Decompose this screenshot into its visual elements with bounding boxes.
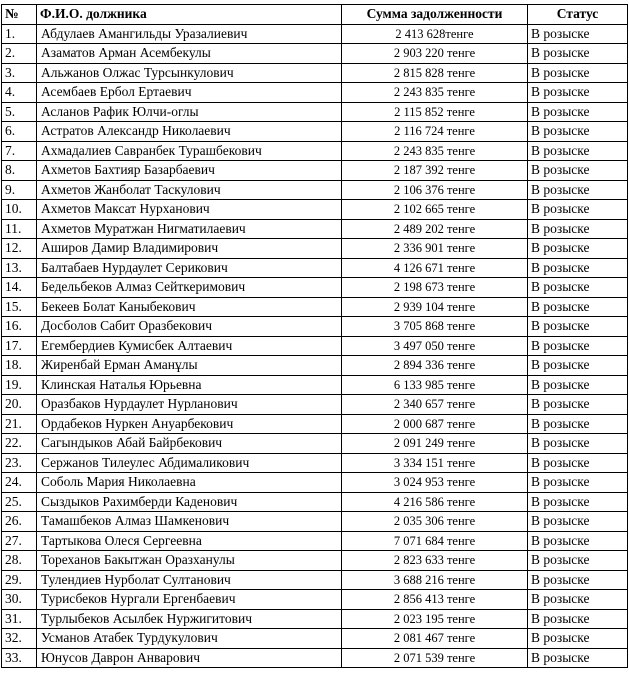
status-cell: В розыске [528, 512, 628, 532]
row-number: 19. [2, 375, 37, 395]
debt-amount: 3 024 953 тенге [342, 473, 528, 493]
debtor-name: Тамашбеков Алмаз Шамкенович [37, 512, 342, 532]
debt-amount: 2 939 104 тенге [342, 297, 528, 317]
debt-amount: 2 823 633 тенге [342, 551, 528, 571]
table-row [2, 180, 628, 200]
debtor-name: Сержанов Тилеулес Абдималикович [37, 453, 342, 473]
status-cell: В розыске [528, 24, 628, 44]
debtor-name: Егембердиев Кумисбек Алтаевич [37, 336, 342, 356]
debt-amount: 7 071 684 тенге [342, 531, 528, 551]
row-number: 27. [2, 531, 37, 551]
row-number: 24. [2, 473, 37, 493]
table-row [2, 629, 628, 649]
table-row [2, 356, 628, 376]
debtor-name: Балтабаев Нурдаулет Серикович [37, 258, 342, 278]
debtor-name: Ахметов Жанболат Таскулович [37, 180, 342, 200]
row-number: 29. [2, 570, 37, 590]
table-row [2, 297, 628, 317]
debt-amount: 3 334 151 тенге [342, 453, 528, 473]
row-number: 20. [2, 395, 37, 415]
debtor-name: Жиренбай Ерман Аманұлы [37, 356, 342, 376]
status-cell: В розыске [528, 161, 628, 181]
table-row [2, 434, 628, 454]
debt-amount: 2 336 901 тенге [342, 239, 528, 259]
row-number: 26. [2, 512, 37, 532]
debt-amount: 2 000 687 тенге [342, 414, 528, 434]
table-row [2, 44, 628, 64]
table-body [2, 24, 628, 668]
table-row [2, 453, 628, 473]
debtor-name: Турисбеков Нургали Ергенбаевич [37, 590, 342, 610]
debt-amount: 2 340 657 тенге [342, 395, 528, 415]
status-cell: В розыске [528, 102, 628, 122]
status-cell: В розыске [528, 278, 628, 298]
debt-amount: 6 133 985 тенге [342, 375, 528, 395]
row-number: 10. [2, 200, 37, 220]
debt-amount: 2 489 202 тенге [342, 219, 528, 239]
debt-amount: 2 815 828 тенге [342, 63, 528, 83]
debtor-name: Абдулаев Амангильды Уразалиевич [37, 24, 342, 44]
status-cell: В розыске [528, 356, 628, 376]
row-number: 16. [2, 317, 37, 337]
status-cell: В розыске [528, 122, 628, 142]
row-number: 22. [2, 434, 37, 454]
status-cell: В розыске [528, 551, 628, 571]
debt-amount: 2 023 195 тенге [342, 609, 528, 629]
debt-amount: 2 894 336 тенге [342, 356, 528, 376]
table-row [2, 24, 628, 44]
debtor-name: Оразбаков Нурдаулет Нурланович [37, 395, 342, 415]
debtor-name: Альжанов Олжас Турсынкулович [37, 63, 342, 83]
table-row [2, 473, 628, 493]
debtor-table [1, 4, 628, 668]
table-row [2, 200, 628, 220]
row-number: 33. [2, 648, 37, 668]
status-cell: В розыске [528, 492, 628, 512]
table-row [2, 258, 628, 278]
debtor-name: Ахмадалиев Савранбек Турашбекович [37, 141, 342, 161]
table-row [2, 239, 628, 259]
header-row [2, 5, 628, 25]
debtor-name: Усманов Атабек Турдукулович [37, 629, 342, 649]
status-cell: В розыске [528, 375, 628, 395]
row-number: 14. [2, 278, 37, 298]
row-number: 8. [2, 161, 37, 181]
status-cell: В розыске [528, 44, 628, 64]
table-row [2, 141, 628, 161]
table-row [2, 551, 628, 571]
status-cell: В розыске [528, 434, 628, 454]
debt-amount: 2 106 376 тенге [342, 180, 528, 200]
debt-amount: 2 091 249 тенге [342, 434, 528, 454]
debt-amount: 2 856 413 тенге [342, 590, 528, 610]
row-number: 13. [2, 258, 37, 278]
debtor-name: Асланов Рафик Юлчи-оглы [37, 102, 342, 122]
debtor-name: Ахметов Максат Нурханович [37, 200, 342, 220]
status-cell: В розыске [528, 590, 628, 610]
status-cell: В розыске [528, 414, 628, 434]
debtor-name: Асембаев Ербол Ертаевич [37, 83, 342, 103]
debt-amount: 2 413 628тенге [342, 24, 528, 44]
row-number: 4. [2, 83, 37, 103]
debt-amount: 2 071 539 тенге [342, 648, 528, 668]
table-row [2, 648, 628, 668]
status-cell: В розыске [528, 219, 628, 239]
debt-amount: 4 126 671 тенге [342, 258, 528, 278]
row-number: 1. [2, 24, 37, 44]
table-row [2, 63, 628, 83]
table-row [2, 395, 628, 415]
debtor-name: Аширов Дамир Владимирович [37, 239, 342, 259]
row-number: 17. [2, 336, 37, 356]
table-row [2, 161, 628, 181]
debtor-name: Астратов Александр Николаевич [37, 122, 342, 142]
table-row [2, 590, 628, 610]
debtor-name: Бедельбеков Алмаз Сейткеримович [37, 278, 342, 298]
status-cell: В розыске [528, 395, 628, 415]
debt-amount: 2 243 835 тенге [342, 141, 528, 161]
debt-amount: 2 116 724 тенге [342, 122, 528, 142]
table-header [2, 5, 628, 25]
debtor-name: Бекеев Болат Каныбекович [37, 297, 342, 317]
debt-amount: 2 035 306 тенге [342, 512, 528, 532]
table-row [2, 492, 628, 512]
debtor-name: Клинская Наталья Юрьевна [37, 375, 342, 395]
debtor-name: Турлыбеков Асылбек Нуржигитович [37, 609, 342, 629]
debtor-name: Тореханов Бакытжан Оразханулы [37, 551, 342, 571]
status-cell: В розыске [528, 297, 628, 317]
debt-amount: 2 187 392 тенге [342, 161, 528, 181]
status-cell: В розыске [528, 629, 628, 649]
debtor-name: Сагындыков Абай Байрбекович [37, 434, 342, 454]
table-row [2, 122, 628, 142]
status-cell: В розыске [528, 317, 628, 337]
debtor-name: Тулендиев Нурболат Султанович [37, 570, 342, 590]
debtor-name: Ахметов Бахтияр Базарбаевич [37, 161, 342, 181]
table-row [2, 414, 628, 434]
row-number: 18. [2, 356, 37, 376]
debt-amount: 2 198 673 тенге [342, 278, 528, 298]
debtor-name: Соболь Мария Николаевна [37, 473, 342, 493]
header-debt-amount: Сумма задолженности [342, 5, 528, 25]
row-number: 6. [2, 122, 37, 142]
header-debtor-name: Ф.И.О. должника [37, 5, 342, 25]
row-number: 2. [2, 44, 37, 64]
table-row [2, 317, 628, 337]
debtor-name: Ордабеков Нуркен Ануарбекович [37, 414, 342, 434]
status-cell: В розыске [528, 336, 628, 356]
debtor-name: Азаматов Арман Асембекулы [37, 44, 342, 64]
row-number: 15. [2, 297, 37, 317]
table-row [2, 375, 628, 395]
debt-amount: 2 081 467 тенге [342, 629, 528, 649]
debtor-name: Юнусов Даврон Анварович [37, 648, 342, 668]
table-row [2, 102, 628, 122]
row-number: 7. [2, 141, 37, 161]
table-row [2, 531, 628, 551]
row-number: 30. [2, 590, 37, 610]
row-number: 12. [2, 239, 37, 259]
header-status: Статус [528, 5, 628, 25]
table-row [2, 336, 628, 356]
debt-amount: 2 115 852 тенге [342, 102, 528, 122]
header-number: № [2, 5, 37, 25]
debt-amount: 2 903 220 тенге [342, 44, 528, 64]
row-number: 23. [2, 453, 37, 473]
debt-amount: 3 497 050 тенге [342, 336, 528, 356]
row-number: 31. [2, 609, 37, 629]
debtor-name: Досболов Сабит Оразбекович [37, 317, 342, 337]
table-row [2, 278, 628, 298]
status-cell: В розыске [528, 609, 628, 629]
debt-amount: 4 216 586 тенге [342, 492, 528, 512]
status-cell: В розыске [528, 200, 628, 220]
row-number: 28. [2, 551, 37, 571]
status-cell: В розыске [528, 648, 628, 668]
status-cell: В розыске [528, 63, 628, 83]
status-cell: В розыске [528, 239, 628, 259]
status-cell: В розыске [528, 83, 628, 103]
row-number: 32. [2, 629, 37, 649]
table-row [2, 609, 628, 629]
status-cell: В розыске [528, 531, 628, 551]
row-number: 5. [2, 102, 37, 122]
status-cell: В розыске [528, 473, 628, 493]
status-cell: В розыске [528, 570, 628, 590]
row-number: 11. [2, 219, 37, 239]
debt-amount: 2 243 835 тенге [342, 83, 528, 103]
row-number: 25. [2, 492, 37, 512]
debt-amount: 2 102 665 тенге [342, 200, 528, 220]
debtor-name: Сыздыков Рахимберди Каденович [37, 492, 342, 512]
status-cell: В розыске [528, 141, 628, 161]
debt-amount: 3 688 216 тенге [342, 570, 528, 590]
table-row [2, 83, 628, 103]
table-row [2, 570, 628, 590]
row-number: 21. [2, 414, 37, 434]
row-number: 9. [2, 180, 37, 200]
table-row [2, 219, 628, 239]
status-cell: В розыске [528, 258, 628, 278]
status-cell: В розыске [528, 180, 628, 200]
status-cell: В розыске [528, 453, 628, 473]
debtor-name: Тартыкова Олеся Сергеевна [37, 531, 342, 551]
debtor-name: Ахметов Муратжан Нигматилаевич [37, 219, 342, 239]
row-number: 3. [2, 63, 37, 83]
table-row [2, 512, 628, 532]
debt-amount: 3 705 868 тенге [342, 317, 528, 337]
